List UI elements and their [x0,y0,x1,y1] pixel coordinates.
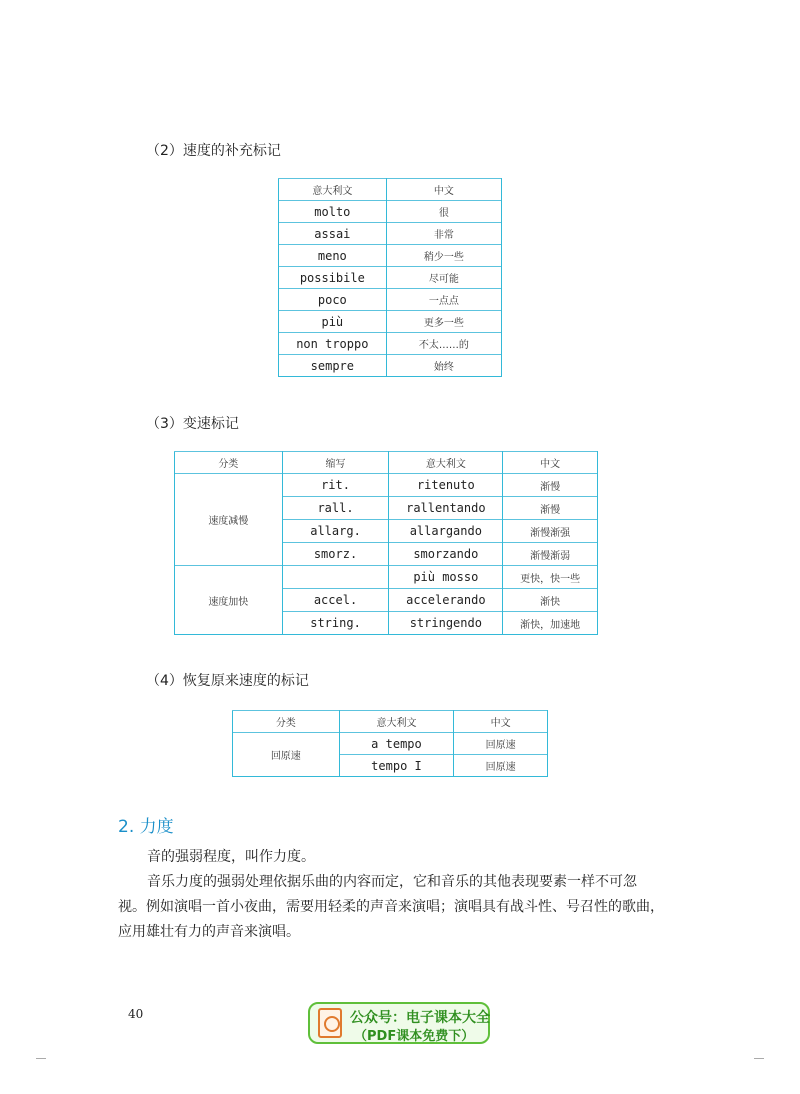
table-row [279,289,502,311]
paragraph-line: 音乐力度的强弱处理依据乐曲的内容而定，它和音乐的其他表现要素一样不可忽 [147,874,637,890]
category-speeding: 速度加快 [175,566,283,635]
section-title-dynamics: 2. 力度 [118,817,174,837]
header-italian: 意大利文 [339,711,454,733]
heading-tempo-change: （3）变速标记 [146,416,239,432]
abbreviation: string. [282,612,389,635]
paragraph-line: 视。例如演唱一首小夜曲，需要用轻柔的声音来演唱；演唱具有战斗性、号召性的歌曲， [118,899,664,915]
tempo-supplementary-table [278,178,502,377]
heading-tempo-restore: （4）恢复原来速度的标记 [146,673,309,689]
abbreviation: rall. [282,497,389,520]
table-header-row [233,711,548,733]
italian-term: rallentando [389,497,503,520]
chinese-meaning: 渐慢渐弱 [503,543,598,566]
chinese-meaning: 渐快，加速地 [503,612,598,635]
watermark-stamp [308,1002,490,1044]
book-icon [318,1008,342,1038]
header-category: 分类 [233,711,340,733]
chinese-meaning: 始终 [386,355,501,377]
italian-term: molto [279,201,387,223]
chinese-meaning: 渐慢渐强 [503,520,598,543]
category-restore: 回原速 [233,733,340,777]
chinese-meaning: 稍少一些 [386,245,501,267]
italian-term: sempre [279,355,387,377]
italian-term: meno [279,245,387,267]
chinese-meaning: 渐快 [503,589,598,612]
watermark-line2: （PDF课本免费下） [354,1029,475,1044]
italian-term: più mosso [389,566,503,589]
italian-term: possibile [279,267,387,289]
italian-term: smorzando [389,543,503,566]
page-number: 40 [128,1007,144,1021]
table-row [279,355,502,377]
abbreviation [282,566,389,589]
heading-tempo-supplementary: （2）速度的补充标记 [146,143,281,159]
table-row [175,474,598,497]
chinese-meaning: 更快，快一些 [503,566,598,589]
watermark-line1: 公众号：电子课本大全 [350,1010,490,1026]
header-chinese: 中文 [386,179,501,201]
header-chinese: 中文 [503,452,598,474]
abbreviation: rit. [282,474,389,497]
category-slowing: 速度减慢 [175,474,283,566]
italian-term: poco [279,289,387,311]
italian-term: tempo I [339,755,454,777]
table-row [279,267,502,289]
tempo-restore-table [232,710,548,777]
chinese-meaning: 不太……的 [386,333,501,355]
table-header-row [279,179,502,201]
abbreviation: allarg. [282,520,389,543]
table-row [233,733,548,755]
chinese-meaning: 回原速 [454,733,548,755]
header-category: 分类 [175,452,283,474]
header-italian: 意大利文 [389,452,503,474]
tempo-change-table [174,451,598,635]
italian-term: più [279,311,387,333]
table-row [279,333,502,355]
italian-term: assai [279,223,387,245]
table-row [279,201,502,223]
italian-term: non troppo [279,333,387,355]
chinese-meaning: 渐慢 [503,497,598,520]
crop-mark-left [36,1058,46,1059]
chinese-meaning: 很 [386,201,501,223]
header-italian: 意大利文 [279,179,387,201]
chinese-meaning: 渐慢 [503,474,598,497]
italian-term: allargando [389,520,503,543]
abbreviation: accel. [282,589,389,612]
chinese-meaning: 非常 [386,223,501,245]
table-row [279,245,502,267]
italian-term: a tempo [339,733,454,755]
chinese-meaning: 回原速 [454,755,548,777]
table-header-row [175,452,598,474]
crop-mark-right [754,1058,764,1059]
abbreviation: smorz. [282,543,389,566]
italian-term: ritenuto [389,474,503,497]
header-chinese: 中文 [454,711,548,733]
italian-term: accelerando [389,589,503,612]
header-abbreviation: 缩写 [282,452,389,474]
paragraph-line: 应用雄壮有力的声音来演唱。 [118,924,300,940]
table-row [175,566,598,589]
chinese-meaning: 尽可能 [386,267,501,289]
paragraph-line: 音的强弱程度，叫作力度。 [147,849,315,865]
chinese-meaning: 一点点 [386,289,501,311]
italian-term: stringendo [389,612,503,635]
table-row [279,311,502,333]
chinese-meaning: 更多一些 [386,311,501,333]
table-row [279,223,502,245]
